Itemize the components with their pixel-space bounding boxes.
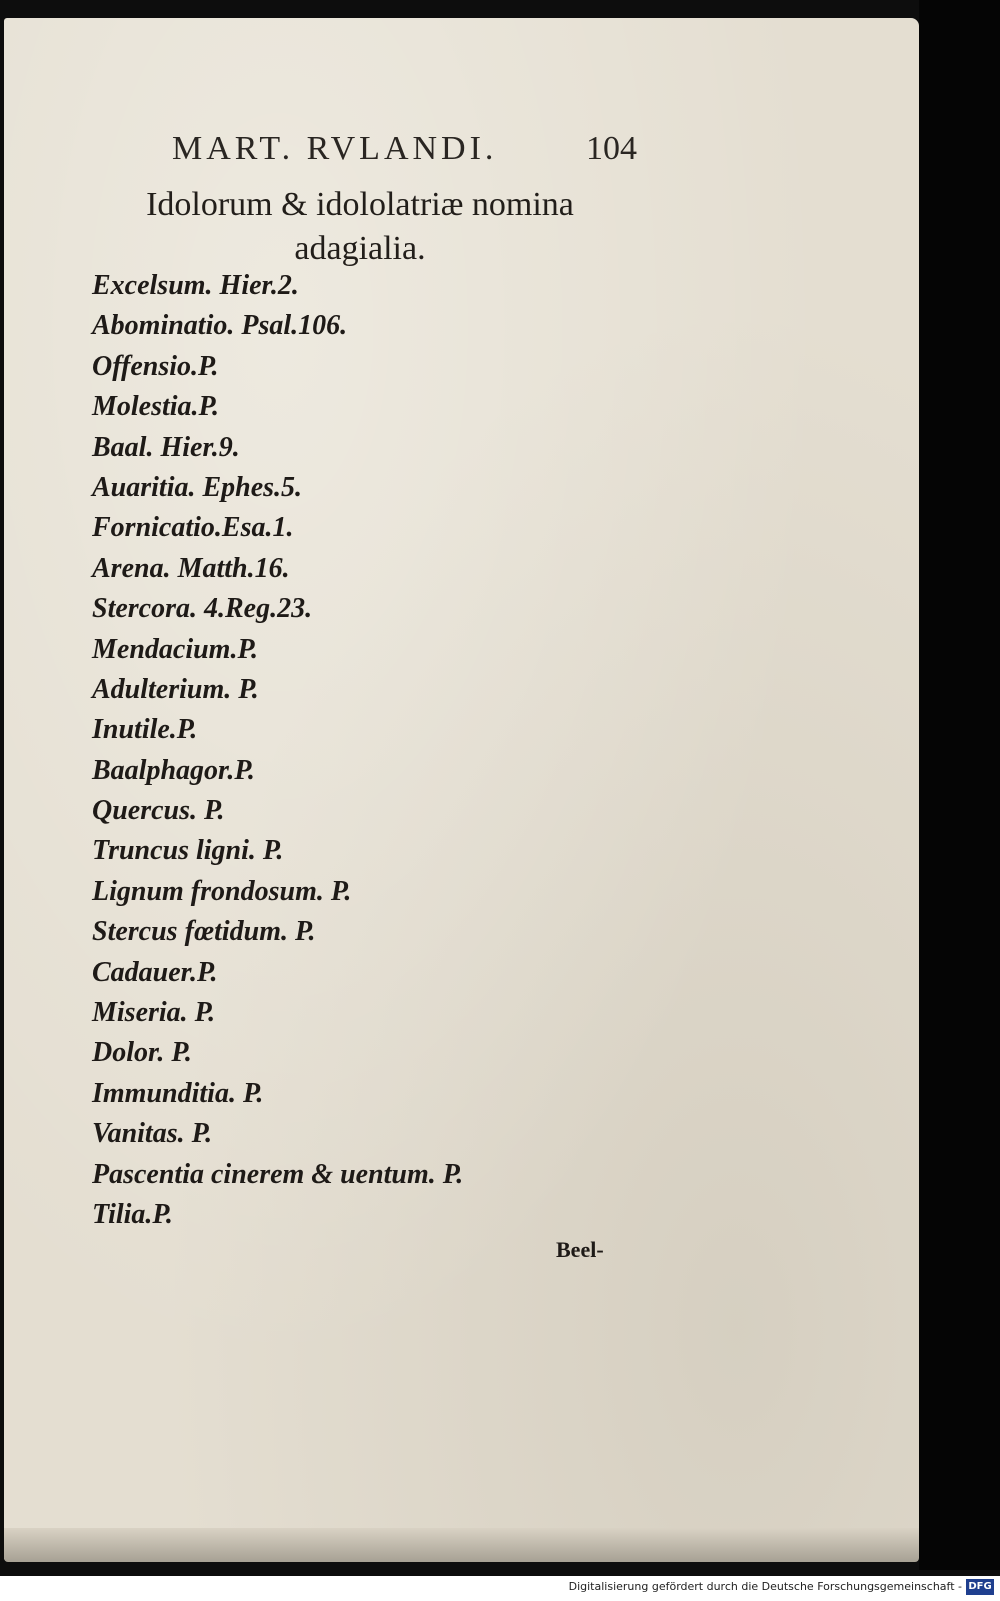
dfg-logo: DFG [966, 1579, 994, 1595]
list-item: Truncus ligni. P. [92, 835, 284, 867]
page-edge [4, 1528, 919, 1562]
page-number: 104 [586, 130, 637, 167]
list-item: Lignum frondosum. P. [92, 875, 352, 907]
footer-credit: Digitalisierung gefördert durch die Deutsche Forschungsgemeinschaft - [568, 1580, 962, 1593]
running-head: MART. RVLANDI. [172, 130, 498, 167]
scan-background [919, 0, 1000, 1570]
section-heading [90, 183, 630, 271]
list-item: Fornicatio.Esa.1. [92, 512, 294, 544]
list-item: Abominatio. Psal.106. [92, 310, 348, 342]
list-item: Quercus. P. [92, 795, 225, 827]
list-item: Offensio.P. [92, 350, 219, 382]
section-heading-line-1: Idolorum & idololatriæ nomina [146, 186, 574, 223]
list-item: Stercus fœtidum. P. [92, 916, 316, 948]
list-item: Inutile.P. [92, 714, 198, 746]
list-item: Molestia.P. [92, 391, 220, 423]
list-item: Excelsum. Hier.2. [92, 270, 299, 301]
catchword: Beel- [556, 1237, 604, 1262]
section-heading-line-2: adagialia. [294, 230, 426, 267]
list-item: Baalphagor.P. [92, 754, 255, 786]
list-item: Immunditia. P. [92, 1077, 264, 1109]
list-item: Adulterium. P. [92, 673, 259, 705]
list-item: Pascentia cinerem & uentum. P. [92, 1158, 464, 1190]
list-item: Miseria. P. [92, 997, 216, 1029]
list-item: Tilia.P. [92, 1198, 173, 1230]
list-item: Auaritia. Ephes.5. [92, 471, 303, 503]
entry-list [92, 266, 463, 1235]
list-item: Cadauer.P. [92, 956, 218, 988]
list-item: Arena. Matth.16. [92, 552, 290, 584]
list-item: Dolor. P. [92, 1037, 192, 1069]
list-item: Baal. Hier.9. [92, 431, 240, 463]
list-item: Mendacium.P. [92, 633, 258, 665]
list-item: Vanitas. P. [92, 1118, 213, 1150]
list-item: Stercora. 4.Reg.23. [92, 593, 313, 625]
